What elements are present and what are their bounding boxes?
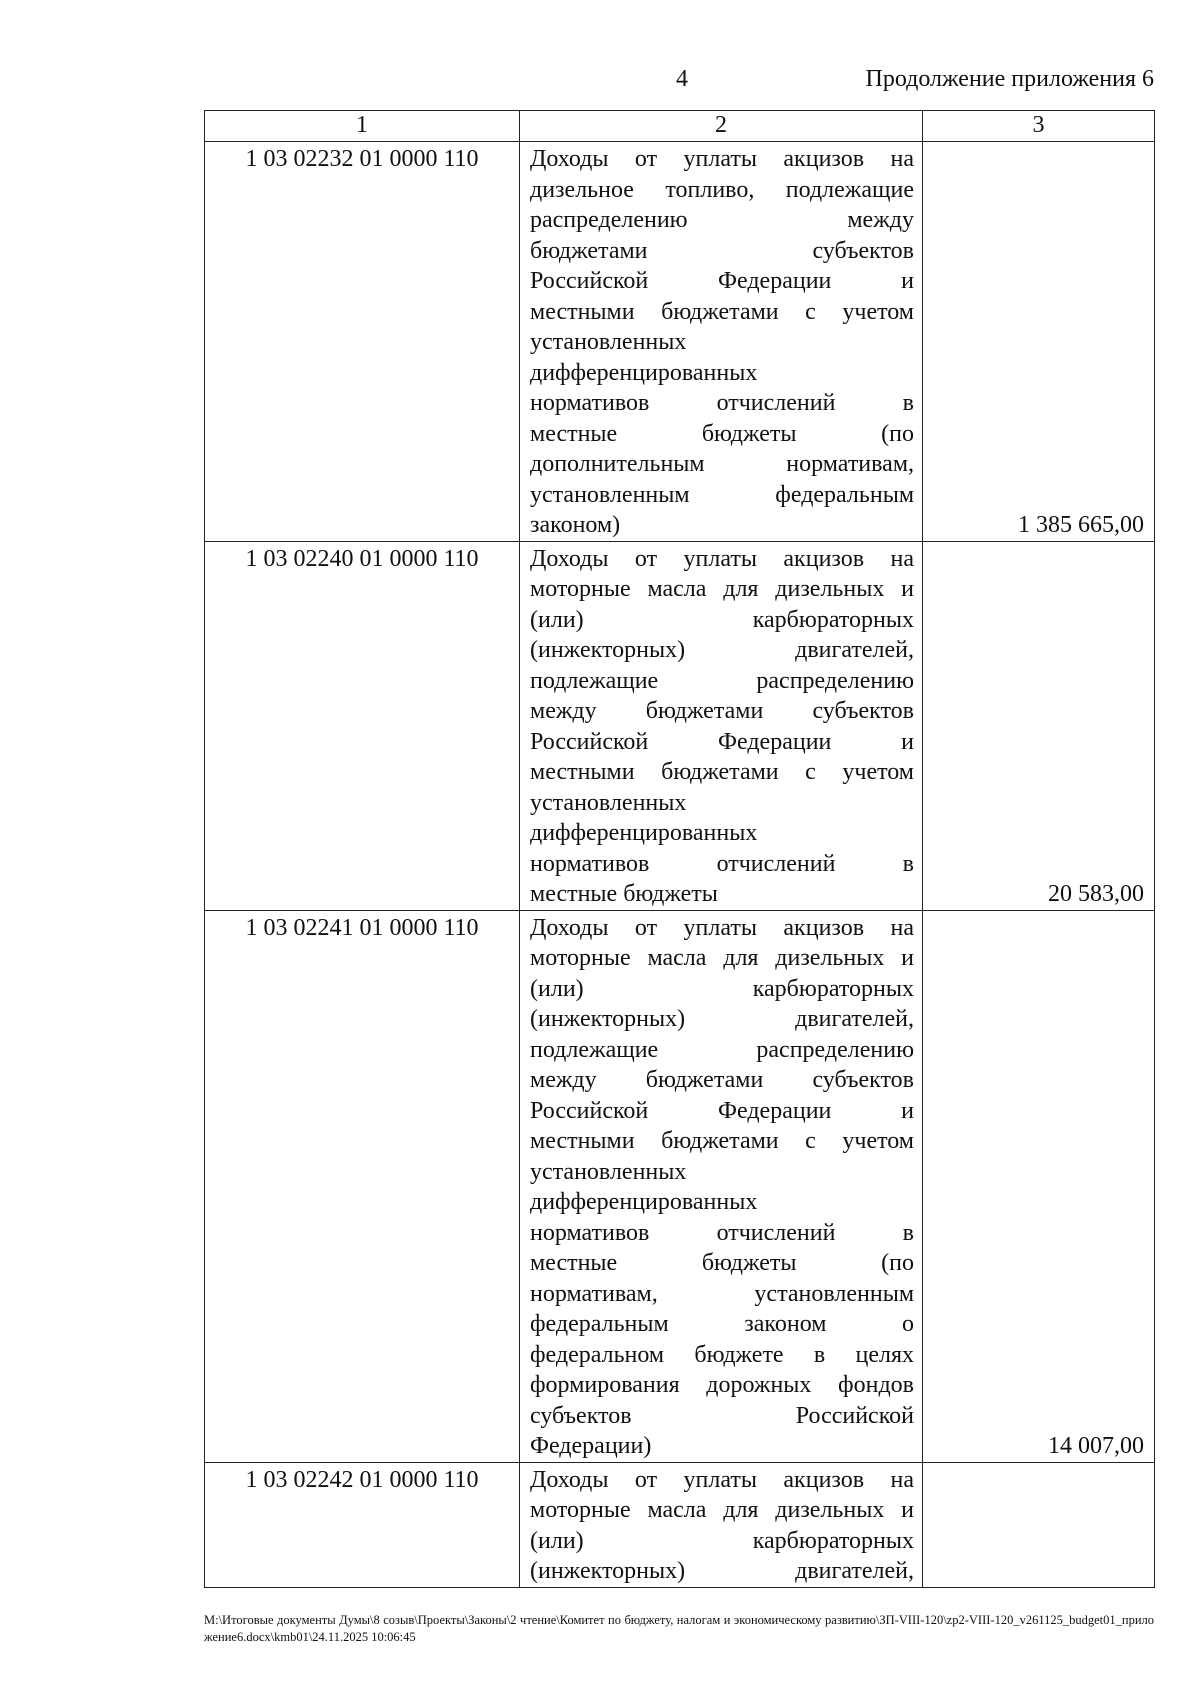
page-number: 4 (676, 66, 688, 92)
description-line: Доходы от уплаты акцизов на (530, 545, 914, 572)
column-number: 1 (205, 111, 520, 142)
description-line: Доходы от уплаты акцизов на (530, 1466, 914, 1493)
description-line: Российской Федерации и (530, 728, 914, 755)
revenue-code: 1 03 02232 01 0000 110 (205, 142, 520, 542)
description-line: установленных (530, 1158, 687, 1185)
description-line: местными бюджетами с учетом (530, 298, 914, 325)
description-line: формирования дорожных фондов (530, 1372, 914, 1398)
description-line: Российской Федерации и (530, 1097, 914, 1124)
description-line: бюджетами субъектов (530, 237, 914, 264)
description-line: установленным федеральным (530, 481, 914, 508)
description-line: законом) (530, 512, 621, 538)
revenue-code: 1 03 02240 01 0000 110 (205, 541, 520, 910)
footer-file-path: M:\Итоговые документы Думы\8 созыв\Проекты\Законы\2 чтение\Комитет по бюджету, налогам и экономическому развитию\ЗП-VIII-120\zp2-VIII-120_v261125_budget01_приложение6.docx\kmb01\24.11.2025 10:06:45 (204, 1613, 1154, 1644)
table-row (205, 1462, 1155, 1587)
description-line: Доходы от уплаты акцизов на (530, 914, 914, 941)
description-line: дифференцированных (530, 359, 758, 386)
description-line: подлежащие распределению (530, 1036, 914, 1063)
description-line: установленных (530, 329, 687, 355)
revenue-amount: 14 007,00 (923, 910, 1155, 1462)
description-line: (инжекторных) двигателей, (530, 1006, 914, 1032)
revenue-amount (923, 1462, 1155, 1587)
description-line: дополнительным нормативам, (530, 451, 914, 477)
description-line: местными бюджетами с учетом (530, 759, 914, 785)
description-line: между бюджетами субъектов (530, 698, 914, 724)
column-number-row (205, 111, 1155, 142)
description-line: (или) карбюраторных (530, 606, 914, 633)
column-number: 3 (923, 111, 1155, 142)
description-line: федеральном бюджете в целях (530, 1341, 914, 1368)
description-line: (или) карбюраторных (530, 975, 914, 1002)
description-line: нормативов отчислений в (530, 390, 914, 416)
continuation-label: Продолжение приложения 6 (865, 66, 1154, 92)
column-number: 2 (520, 111, 923, 142)
table-row (205, 142, 1155, 542)
description-line: Российской Федерации и (530, 268, 914, 294)
description-line: (инжекторных) двигателей, (530, 637, 914, 663)
description-line: подлежащие распределению (530, 667, 914, 694)
revenue-description (520, 1462, 923, 1587)
revenue-code: 1 03 02242 01 0000 110 (205, 1462, 520, 1587)
description-line: моторные масла для дизельных и (530, 1497, 914, 1523)
description-line: местные бюджеты (по (530, 1250, 914, 1276)
revenue-code: 1 03 02241 01 0000 110 (205, 910, 520, 1462)
description-line: местными бюджетами с учетом (530, 1128, 914, 1154)
revenue-description (520, 910, 923, 1462)
description-line: Федерации) (530, 1433, 652, 1459)
description-line: нормативов отчислений в (530, 850, 914, 877)
description-line: установленных (530, 789, 687, 816)
budget-table (204, 110, 1155, 1588)
table-row (205, 910, 1155, 1462)
description-line: нормативов отчислений в (530, 1219, 914, 1246)
description-line: (инжекторных) двигателей, (530, 1558, 914, 1584)
description-line: местные бюджеты (530, 881, 718, 907)
description-line: дифференцированных (530, 820, 758, 846)
description-line: моторные масла для дизельных и (530, 576, 914, 602)
description-line: распределению между (530, 207, 914, 233)
description-line: Доходы от уплаты акцизов на (530, 146, 914, 172)
description-line: дифференцированных (530, 1189, 758, 1215)
description-line: субъектов Российской (530, 1402, 914, 1429)
description-line: моторные масла для дизельных и (530, 945, 914, 971)
revenue-amount: 1 385 665,00 (923, 142, 1155, 542)
description-line: дизельное топливо, подлежащие (530, 176, 914, 203)
revenue-description (520, 541, 923, 910)
description-line: нормативам, установленным (530, 1280, 914, 1307)
table-row (205, 541, 1155, 910)
description-line: (или) карбюраторных (530, 1527, 914, 1554)
description-line: местные бюджеты (по (530, 420, 914, 447)
description-line: федеральным законом о (530, 1311, 914, 1337)
revenue-description (520, 142, 923, 542)
revenue-amount: 20 583,00 (923, 541, 1155, 910)
description-line: между бюджетами субъектов (530, 1067, 914, 1093)
